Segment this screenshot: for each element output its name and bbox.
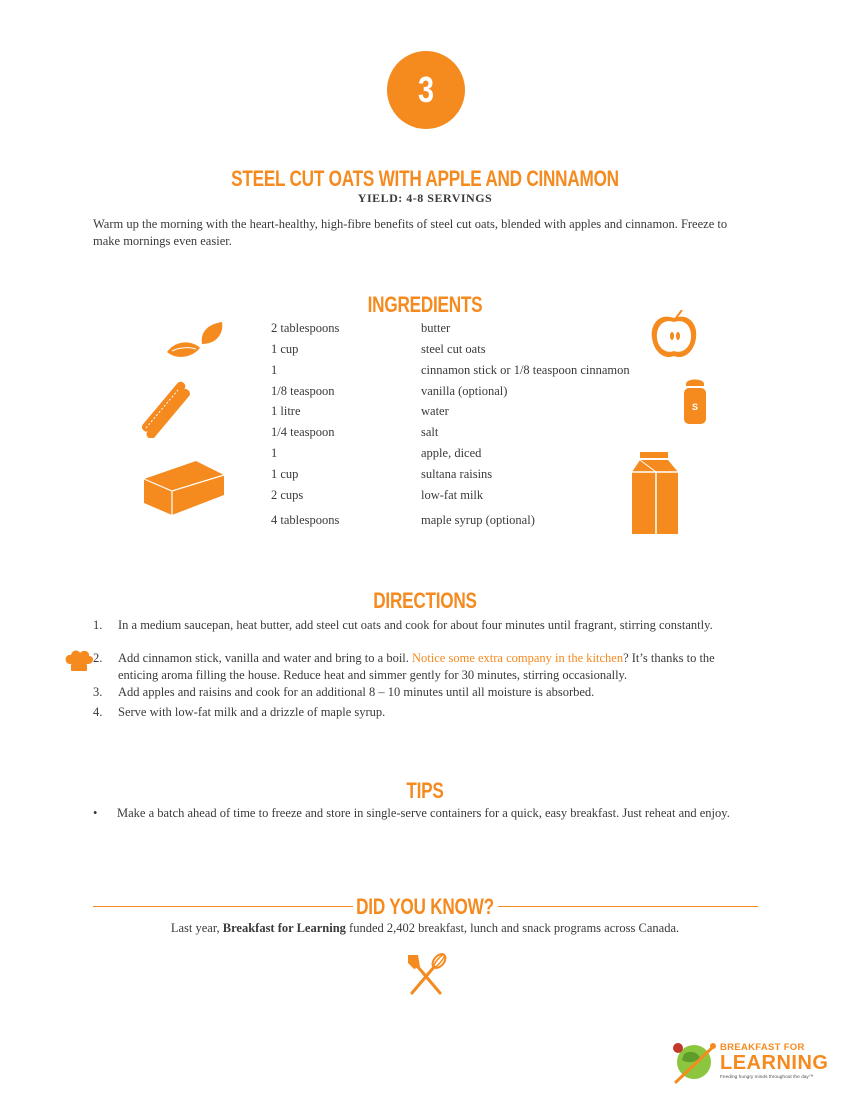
ingredient-qty: 4 tablespoons <box>271 513 340 527</box>
ingredient-qty: 1 cup <box>271 467 299 481</box>
step-text <box>118 650 758 683</box>
logo-text-line2: LEARNING <box>720 1052 829 1074</box>
ingredient-row <box>271 467 671 485</box>
step-text: Serve with low-fat milk and a drizzle of maple syrup. <box>118 705 386 719</box>
tip-bullet: • <box>93 806 98 820</box>
ingredient-name: sultana raisins <box>421 467 493 481</box>
ingredient-row <box>271 363 671 381</box>
ingredient-row <box>271 342 671 360</box>
dyk-suffix: funded 2,402 breakfast, lunch and snack programs across Canada. <box>345 921 680 935</box>
ingredients-heading: INGREDIENTS <box>367 292 483 317</box>
recipe-intro: Warm up the morning with the heart-healthy, high-fibre benefits of steel cut oats, blended with apples and cinnamon. Freeze to make mornings even easier. <box>93 217 728 248</box>
dyk-org-name: Breakfast for Learning <box>222 921 346 935</box>
ingredient-name: butter <box>421 321 451 335</box>
step-number: 1. <box>93 618 103 632</box>
ingredient-row <box>271 321 671 339</box>
step-text: Add apples and raisins and cook for an additional 8 – 10 minutes until all moisture is absorbed. <box>118 685 595 699</box>
breakfast-for-learning-logo <box>670 1036 830 1086</box>
ingredient-qty: 1/4 teaspoon <box>271 425 335 439</box>
ingredient-name: water <box>421 404 449 418</box>
recipe-title: STEEL CUT OATS WITH APPLE AND CINNAMON <box>231 166 619 191</box>
ingredient-row <box>271 425 671 443</box>
milk-carton-icon <box>628 452 682 536</box>
ingredient-name: low-fat milk <box>421 488 484 502</box>
recipe-number: 3 <box>417 69 435 110</box>
ingredient-row <box>271 404 671 422</box>
step-number: 3. <box>93 685 103 699</box>
recipe-yield: YIELD: 4-8 SERVINGS <box>357 191 493 205</box>
ingredient-row <box>271 384 671 402</box>
ingredient-name: apple, diced <box>421 446 482 460</box>
logo-text-line1: BREAKFAST FOR <box>720 1042 805 1053</box>
step-number: 2. <box>93 651 103 665</box>
cinnamon-sticks-icon <box>136 380 192 438</box>
salt-shaker-letter: S <box>691 402 699 412</box>
ingredient-qty: 2 tablespoons <box>271 321 340 335</box>
did-you-know-heading: DID YOU KNOW? <box>356 894 494 919</box>
ingredient-name: steel cut oats <box>421 342 486 356</box>
ingredient-qty: 1 <box>271 446 278 460</box>
salt-shaker-icon <box>680 376 710 426</box>
almonds-icon <box>164 320 226 362</box>
logo-tagline: Feeding hungry minds throughout the day™ <box>720 1075 814 1080</box>
tip-text: Make a batch ahead of time to freeze and store in single-serve containers for a quick, easy breakfast. Just reheat and enjoy. <box>117 806 730 820</box>
whisk-spatula-icon <box>404 953 448 995</box>
step-text: In a medium saucepan, heat butter, add steel cut oats and cook for about four minutes until fragrant, stirring constantly. <box>118 618 713 632</box>
butter-block-icon <box>140 455 228 519</box>
ingredient-row <box>271 513 671 531</box>
ingredient-name: maple syrup (optional) <box>421 513 535 527</box>
step-text-before: Add cinnamon stick, vanilla and water and bring to a boil. <box>118 651 413 665</box>
did-you-know-text <box>0 921 850 936</box>
ingredient-name: cinnamon stick or 1/8 teaspoon cinnamon <box>421 363 630 377</box>
tips-heading: TIPS <box>406 778 444 803</box>
ingredient-name: salt <box>421 425 439 439</box>
step-text-after: ? It’s thanks to the enticing aroma filling the house. Reduce heat and simmer gently for 30 minutes, stirring occasionally. <box>118 651 715 682</box>
ingredient-qty: 1 cup <box>271 342 299 356</box>
step-number: 4. <box>93 705 103 719</box>
ingredient-qty: 1/8 teaspoon <box>271 384 335 398</box>
apple-half-icon <box>648 310 700 362</box>
directions-heading: DIRECTIONS <box>373 588 477 613</box>
ingredient-qty: 1 <box>271 363 278 377</box>
ingredient-row <box>271 488 671 506</box>
ingredient-qty: 2 cups <box>271 488 304 502</box>
logo-globe-icon <box>670 1036 720 1086</box>
step-highlight-text: Notice some extra company in the kitchen <box>412 651 624 665</box>
dyk-prefix: Last year, <box>170 921 223 935</box>
ingredient-qty: 1 litre <box>271 404 301 418</box>
ingredient-name: vanilla (optional) <box>421 384 508 398</box>
recipe-number-badge <box>387 51 465 129</box>
chef-hat-icon <box>64 650 94 672</box>
ingredient-row <box>271 446 671 464</box>
